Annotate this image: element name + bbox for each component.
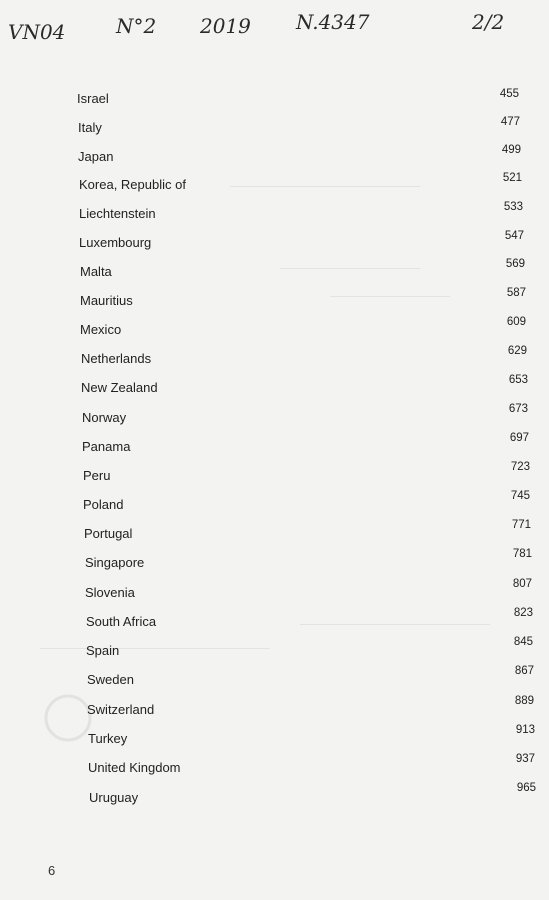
toc-page: 771	[511, 519, 531, 531]
toc-page: 781	[512, 548, 532, 560]
toc-country: United Kingdom	[88, 760, 181, 775]
toc-entry	[0, 403, 549, 431]
toc-entry	[0, 519, 549, 547]
toc-entry	[0, 724, 549, 752]
toc-page: 547	[504, 230, 524, 242]
toc-entry	[0, 146, 549, 170]
toc-page: 889	[514, 695, 534, 707]
toc-entry	[0, 230, 549, 257]
toc-country: Singapore	[85, 555, 145, 570]
toc-country: Norway	[82, 410, 127, 425]
toc-page: 913	[515, 724, 535, 736]
handwritten-annotation	[0, 8, 549, 48]
toc-entry	[0, 490, 549, 518]
toc-country: New Zealand	[81, 380, 158, 395]
annotation-code: VN04	[8, 20, 66, 44]
toc-entry	[0, 287, 549, 315]
toc-entry	[0, 578, 549, 606]
toc-country: Israel	[77, 91, 109, 106]
toc-entry	[0, 374, 549, 402]
toc-entry	[0, 665, 549, 693]
toc-country: Turkey	[88, 731, 128, 746]
toc-entry	[0, 461, 549, 489]
toc-page: 823	[513, 607, 533, 619]
toc-page: 609	[506, 316, 526, 328]
toc-country: Luxembourg	[79, 235, 152, 250]
toc-country: Japan	[78, 149, 114, 164]
toc-entry	[0, 258, 549, 286]
toc-page: 673	[508, 403, 528, 415]
toc-page: 521	[502, 172, 522, 184]
toc-page: 499	[501, 144, 521, 156]
toc-page: 653	[508, 374, 528, 386]
toc-country: Slovenia	[85, 585, 135, 600]
toc-entry	[0, 432, 549, 460]
toc-entry	[0, 636, 549, 664]
toc-page: 965	[516, 782, 536, 794]
toc-country: Liechtenstein	[79, 206, 156, 221]
toc-page: 533	[503, 201, 523, 213]
toc-entry	[0, 607, 549, 635]
toc-country: Mexico	[80, 322, 122, 337]
toc-country: Poland	[83, 497, 124, 512]
toc-entry	[0, 201, 549, 228]
toc-country: Panama	[82, 439, 131, 454]
toc-entry	[0, 782, 549, 810]
toc-country: Spain	[86, 643, 120, 658]
toc-page: 745	[510, 490, 530, 502]
toc-country: Portugal	[84, 526, 133, 541]
toc-entry	[0, 345, 549, 373]
annotation-year: 2019	[200, 14, 251, 38]
toc-country: Netherlands	[81, 351, 152, 366]
toc-country: Korea, Republic of	[79, 177, 186, 192]
toc-entry	[0, 172, 549, 199]
toc-page: 629	[507, 345, 527, 357]
annotation-reference: N.4347	[296, 10, 370, 34]
toc-country: Switzerland	[87, 702, 155, 717]
toc-page: 867	[514, 665, 534, 677]
toc-page: 569	[505, 258, 525, 270]
toc-country: Sweden	[87, 672, 134, 687]
toc-entry	[0, 548, 549, 576]
toc-country: South Africa	[86, 614, 157, 629]
toc-page: 723	[510, 461, 530, 473]
toc-page: 807	[512, 578, 532, 590]
toc-entry	[0, 753, 549, 781]
annotation-part: 2/2	[472, 10, 505, 34]
toc-entry	[0, 316, 549, 344]
toc-page: 455	[499, 88, 519, 100]
toc-country: Malta	[80, 264, 112, 279]
toc-entry	[0, 117, 549, 141]
page-number: 6	[48, 863, 56, 878]
toc-page: 937	[515, 753, 535, 765]
toc-country: Mauritius	[80, 293, 133, 308]
toc-page: 845	[513, 636, 533, 648]
toc-country: Uruguay	[89, 790, 139, 805]
toc-entry	[0, 88, 549, 112]
toc-country: Peru	[83, 468, 111, 483]
toc-page: 477	[500, 116, 520, 128]
toc-entry	[0, 695, 549, 723]
toc-page: 697	[509, 432, 529, 444]
toc-country: Italy	[78, 120, 102, 135]
toc-page: 587	[506, 287, 526, 299]
annotation-number: N°2	[116, 14, 157, 38]
